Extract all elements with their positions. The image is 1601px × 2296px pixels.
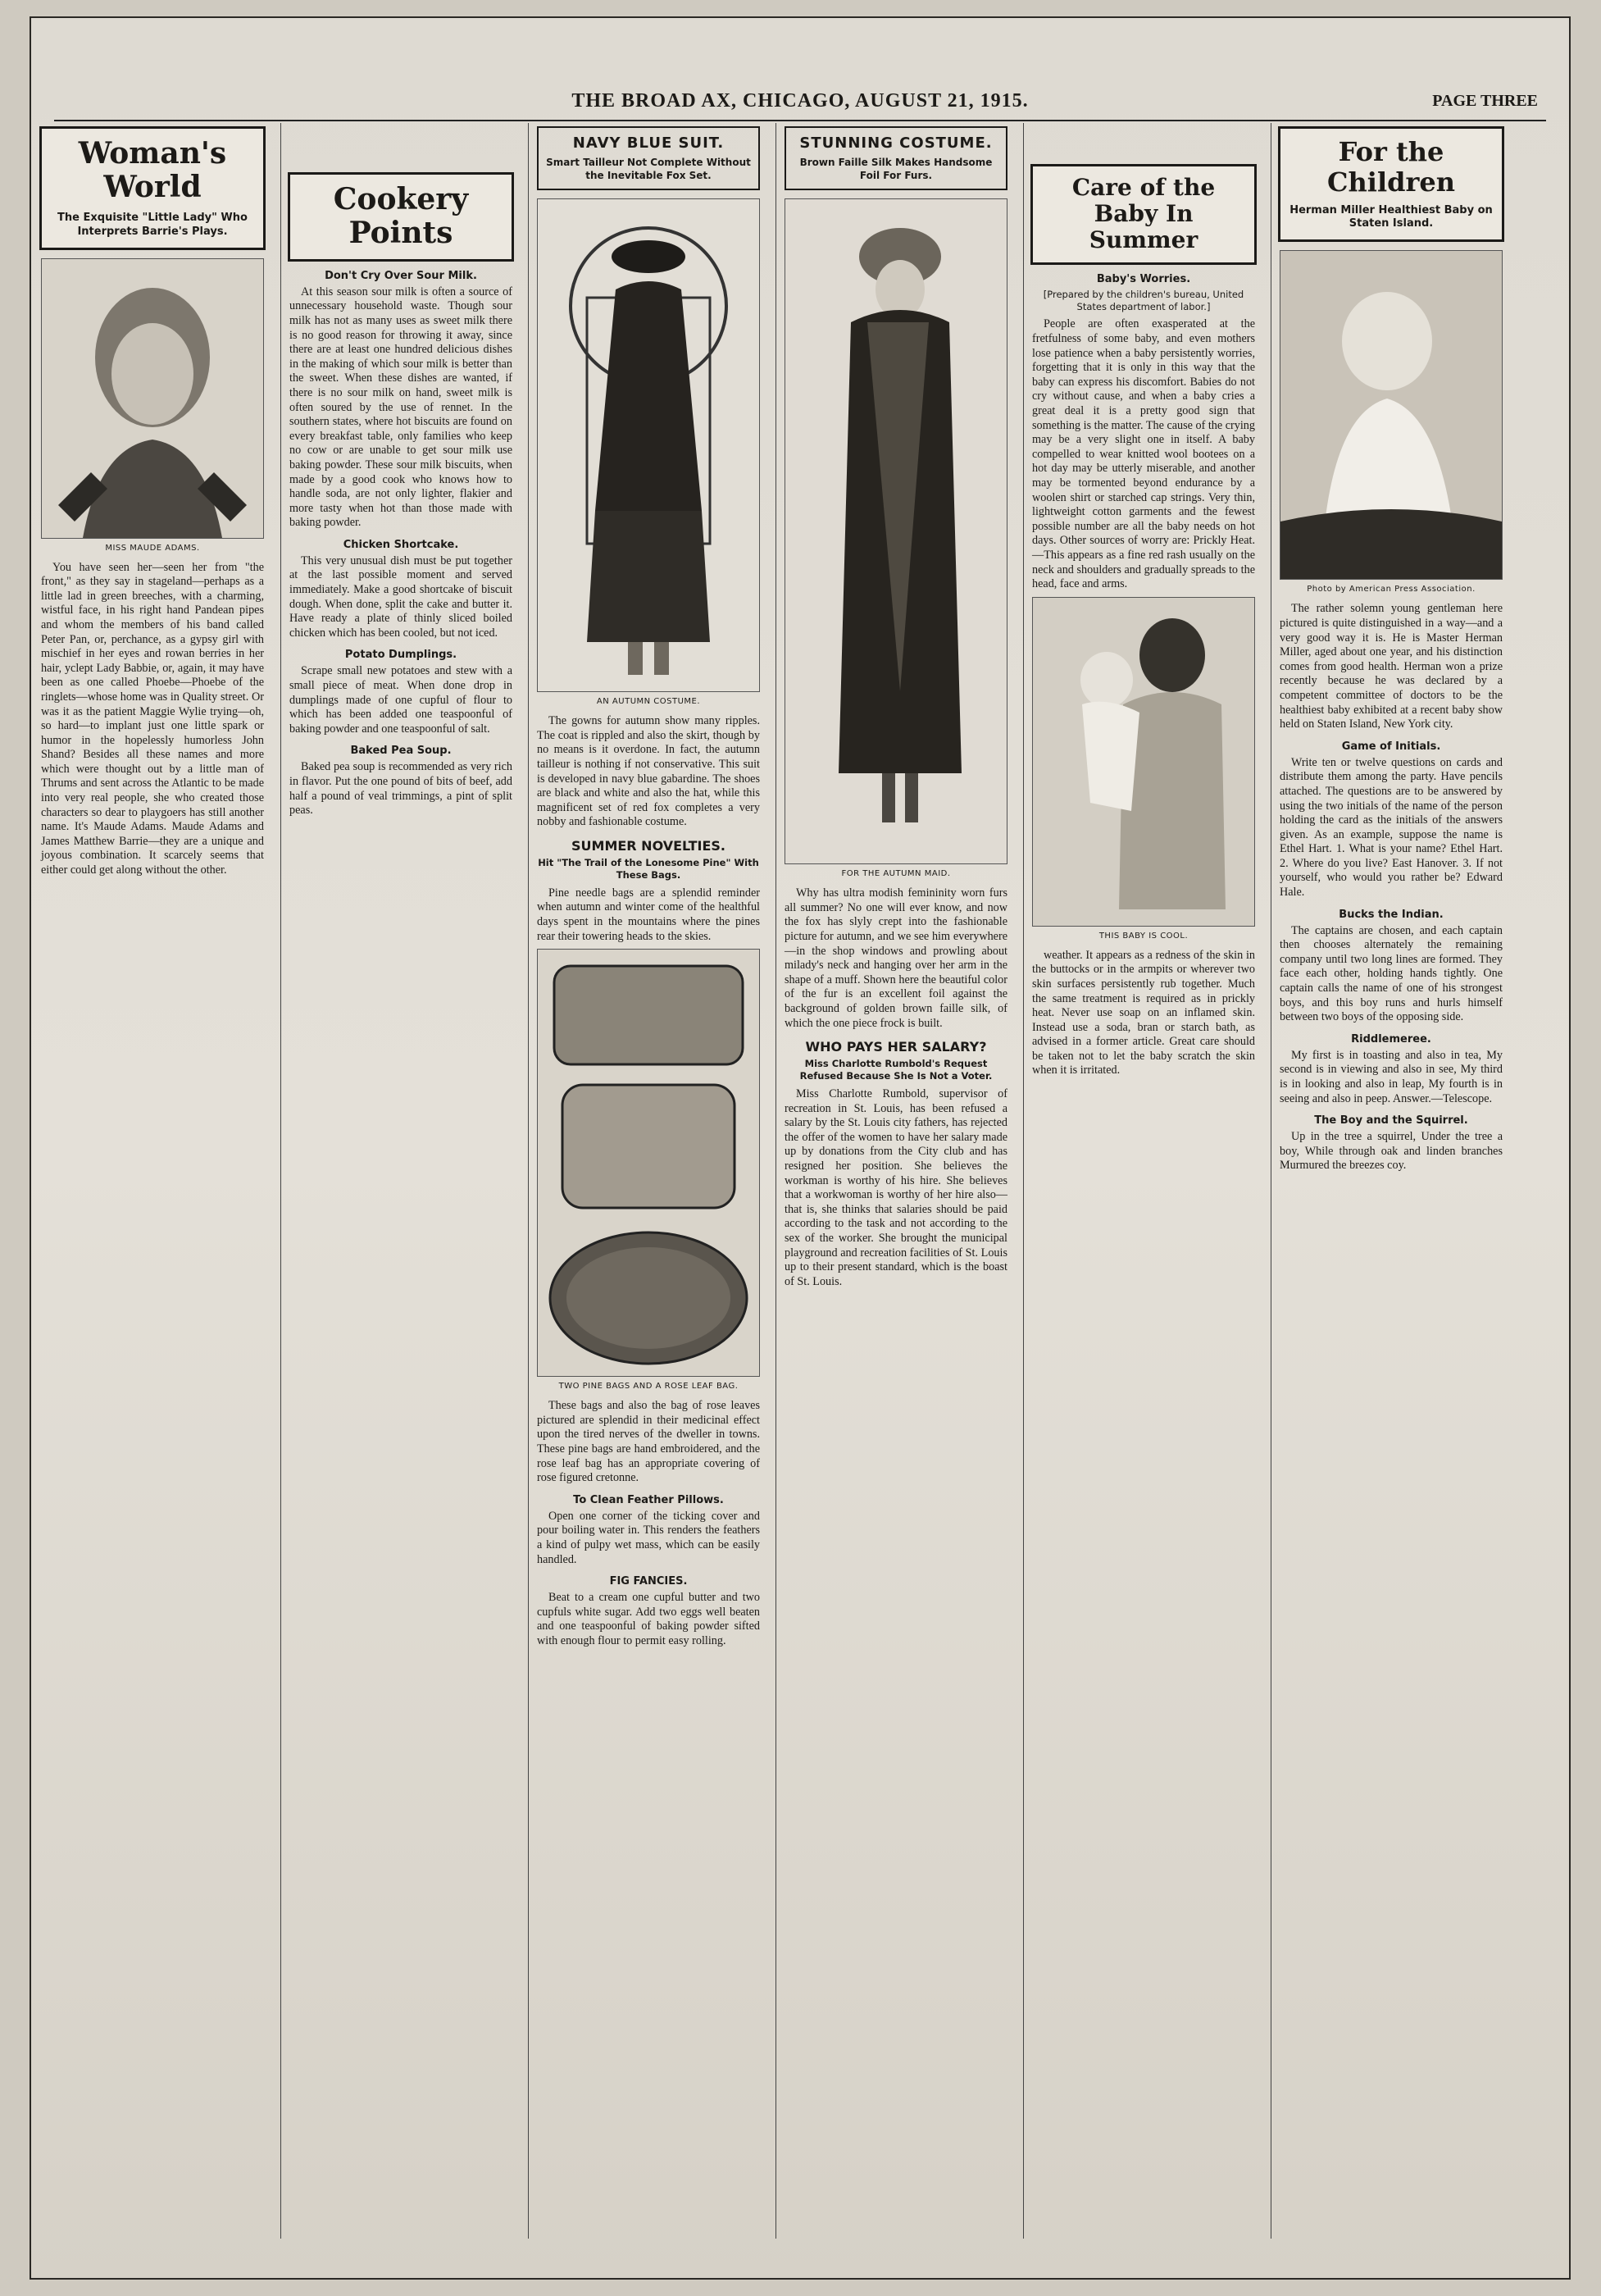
article-text: Write ten or twelve questions on cards and distribute them among the party. Have pencils attached. The questions are to be answered by using the two initials of the name of the person holding the card as the initials of the answers given. As an example, suppose the name is Ethel Hart. 1. What is your name? Ethel Hart. 2. Where do you live? East Hanover. 3. If not yourself, who would you rather be? Edward Hale. [1280, 755, 1503, 900]
article-text: The gowns for autumn show many ripples. The coat is rippled and also the skirt, though by no means is it overdone. In fact, the autumn tailleur is nothing if not conservative. This suit is developed in navy blue gabardine. The shoes are black and white and also the hat, while this magnificent set of red fox completes a very nobby and fashionable costume. [537, 714, 760, 829]
illustration-autumn-costume [537, 198, 760, 692]
article-text: This very unusual dish must be put together at the last possible moment and served immediately. Make a good shortcake of biscuit dough. When done, split the cake and butter it. Have ready a plate of thinly sliced boiled chicken which has been cooled, but not iced. [289, 554, 512, 640]
stunning-costume-heading [785, 126, 1007, 190]
subhead-potato-dumplings: Potato Dumplings. [344, 649, 457, 662]
column-care-of-baby [1023, 123, 1263, 2239]
womans-world-heading [39, 126, 266, 250]
masthead: THE BROAD AX, CHICAGO, AUGUST 21, 1915. [571, 90, 1029, 112]
article-text: The captains are chosen, and each captain then chooses alternately the remaining company until two long lines are formed. They face each other, holding hands tightly. One captain calls the name of one of his strongest boys, and this boy runs and hurls himself between two boys of the opposing side. [1280, 923, 1503, 1024]
article-text: These bags and also the bag of rose leaves pictured are splendid in their medicinal effect upon the tired nerves of the dweller in towns. These pine bags are hand embroidered, and the rose leaf bag has an appropriate covering of rose figured cretonne. [537, 1399, 760, 1485]
navy-suit-heading [537, 126, 760, 190]
article-text: Open one corner of the ticking cover and pour boiling water in. This renders the feathers a kind of pulpy wet mass, which can be easily handled. [537, 1509, 760, 1566]
article-text: People are often exasperated at the fretfulness of some baby, and even mothers lose patience when a baby persistently worries, forgetting that it is only in this way that the baby can express his discomfort. Babies do not cry without cause, and when a baby cries a great deal it is a pretty good sign that something is the matter. The cause of the crying may be a very slight one in itself. A baby compelled to wear knitted wool bootees on a hot day may be utterly miserable, and another may be tormented beyond endurance by a woolen shirt or starched cap strings. Very thin, lightweight cotton garments and the fewest possible number are all the baby needs on hot days. Other sources of worry are: Prickly Heat.—This appears as a fine red rash usually on the neck and shoulders and gradually spreads to the head, face and arms. [1032, 317, 1255, 591]
article-text: Scrape small new potatoes and stew with a small piece of meat. When done drop in dumplings made of one cupful of flour to which has been added one teaspoonful of baking powder and one teaspoonful of salt. [289, 664, 512, 736]
baby-care-title: Care of the Baby In Summer [1071, 174, 1216, 254]
subhead-riddlemeree: Riddlemeree. [1351, 1032, 1431, 1046]
subhead-chicken-shortcake: Chicken Shortcake. [343, 538, 459, 551]
children-deck: Herman Miller Healthiest Baby on Staten Island. [1289, 203, 1493, 230]
article-text: weather. It appears as a redness of the skin in the buttocks or in the armpits or wherever two skin surfaces persistently rub together. Much the same treatment is required as in prickly heat. Never use soap on an inflamed skin. Instead use a soda, bran or starch bath, as advised in a former article. Great care should be taken not to let the baby scratch the skin when it is irritated. [1032, 948, 1255, 1077]
subhead-bucks-the-indian: Bucks the Indian. [1339, 908, 1444, 921]
womans-world-article [33, 561, 272, 878]
pine-bags-caption: TWO PINE BAGS AND A ROSE LEAF BAG. [558, 1382, 739, 1392]
subhead-baked-pea-soup: Baked Pea Soup. [350, 745, 452, 758]
salary-deck: Miss Charlotte Rumbold's Request Refused Because She Is Not a Voter. [799, 1058, 993, 1082]
column-navy-blue-suit [528, 123, 768, 2239]
masthead-rule [54, 120, 1546, 121]
baby-cool-caption: THIS BABY IS COOL. [1098, 931, 1189, 941]
article-text: Pine needle bags are a splendid reminder when autumn and winter come of the healthful days spent in the mountains where the pines rear their towering heads to the skies. [537, 886, 760, 943]
subhead-game-of-initials: Game of Initials. [1341, 740, 1441, 753]
column-for-the-children [1271, 123, 1511, 2239]
column-cookery [280, 123, 521, 2239]
autumn-costume-caption: AN AUTUMN COSTUME. [596, 697, 701, 707]
subhead-who-pays-her-salary: WHO PAYS HER SALARY? [805, 1039, 987, 1055]
subhead-summer-novelties: SUMMER NOVELTIES. [571, 837, 725, 854]
illustration-autumn-maid [785, 198, 1007, 864]
portrait-maude-adams [41, 258, 264, 539]
article-text: Beat to a cream one cupful butter and two cupfuls white sugar. Add two eggs well beaten and one teaspoonful of baking powder sifted with enough flour to permit easy rolling. [537, 1591, 760, 1647]
baby-care-heading [1030, 164, 1257, 265]
article-text: Baked pea soup is recommended as very rich in flavor. Put the one pound of bits of beef, add half a pound of veal trimmings, a pint of split peas. [289, 760, 512, 818]
column-stunning-costume [775, 123, 1016, 2239]
article-text: My first is in toasting and also in tea, My second is in viewing and also in see, My third is in looking and also in leap, My fourth is in seeing and also in peep. Answer.—Telescope. [1280, 1048, 1503, 1105]
article-text: Miss Charlotte Rumbold, supervisor of recreation in St. Louis, has been refused a salary by the St. Louis city fathers, has rejected the offer of the women to have her salary made up by donations from the City club and has resigned her position. She believes the workman is worthy of his hire. She believes that a workwoman is worthy of her hire also—that is, she thinks that salaries should be paid according to the task and not according to the sex of the worker. She brought the municipal playground and recreation facilities of St. Louis up to their present standard, which is the boast of St. Louis. [785, 1087, 1007, 1288]
navy-suit-title: NAVY BLUE SUIT. [572, 134, 725, 152]
womans-world-deck: The Exquisite "Little Lady" Who Interprets Barrie's Plays. [57, 211, 248, 238]
cookery-heading [288, 172, 514, 262]
summer-novelties-deck: Hit "The Trail of the Lonesome Pine" With These Bags. [538, 856, 759, 881]
stunning-costume-title: STUNNING COSTUME. [799, 134, 993, 152]
column-womans-world [33, 123, 272, 2239]
article-text: Up in the tree a squirrel, Under the tree a boy, While through oak and linden branches Murmured the breezes coy. [1280, 1130, 1503, 1173]
page-number: PAGE THREE [1432, 92, 1538, 110]
stunning-costume-deck: Brown Faille Silk Makes Handsome Foil For Furs. [799, 157, 993, 181]
subhead-sour-milk: Don't Cry Over Sour Milk. [325, 269, 477, 282]
autumn-maid-caption: FOR THE AUTUMN MAID. [841, 869, 951, 879]
cookery-title: Cookery Points [333, 182, 469, 251]
article-text: At this season sour milk is often a source of unnecessary household waste. Though sour milk has not as many uses as sweet milk there is no good reason for throwing it away, since there are at least one hundred delicious dishes in the making of which sour milk is better than the sweet. When these dishes are wanted, if there is no sour milk on hand, sweet milk is often soured by the use of rennet. In the southern states, where hot biscuits are found on every breakfast table, only families who keep no cow or are unable to get sour milk use baking powder. These sour milk biscuits, when made by a good cook who knows how to handle soda, are not only lighter, flakier and more tasty when hot than those made with baking powder. [289, 285, 512, 530]
photo-baby-cool [1032, 597, 1255, 927]
babys-worries-deck: [Prepared by the children's bureau, United States department of labor.] [1043, 288, 1244, 312]
subhead-feather-pillows: To Clean Feather Pillows. [573, 1493, 724, 1506]
photo-credit: Photo by American Press Association. [1307, 585, 1476, 594]
subhead-babys-worries: Baby's Worries. [1096, 272, 1191, 285]
womans-world-title: Woman's World [78, 136, 227, 205]
article-text: You have seen her—seen her from "the front," as they say in stageland—perhaps as a little lad in green breeches, with a charming, wistful face, in his right hand Pandean pipes and whom the members of his band called Peter Pan, or, perchance, as a gypsy girl with mischief in her eyes and rowan berries in her hair, yclept Lady Babbie, or, again, it may have been as one called Phoebe—Phoebe of the ringlets—whose home was in Quality street. Or was it as the patient Maggie Wylie trying—oh, so hard—to implant just one little spark or humor in the hopelessly humorless John Shand? Besides all these names and more which were thought out by a little man of Thrums and sent across the Atlantic to be made into very real people, she who created those characters so dear to playgoers has still another name. It's Maude Adams. Maude Adams and James Matthew Barrie—they are a unique and joyous combination. It scarcely seems that either could get along without the other. [41, 560, 264, 877]
photo-herman-miller [1280, 250, 1503, 580]
article-text: The rather solemn young gentleman here pictured is quite distinguished in a way—and a very good way it is. He is Master Herman Miller, aged about one year, and his distinction comes from good health. Herman won a prize recently because he was declared by a competent committee of doctors to be the healthiest baby exhibited at a recent baby show held on Staten Island, New York city. [1280, 602, 1503, 731]
subhead-fig-fancies: FIG FANCIES. [609, 1575, 688, 1588]
portrait-caption: MISS MAUDE ADAMS. [105, 543, 200, 553]
subhead-boy-and-squirrel: The Boy and the Squirrel. [1314, 1114, 1468, 1128]
illustration-pine-bags [537, 949, 760, 1377]
navy-suit-deck: Smart Tailleur Not Complete Without the Inevitable Fox Set. [546, 157, 751, 181]
article-text: Why has ultra modish femininity worn furs all summer? No one will ever know, and now the fox has slyly crept into the fashionable picture for autumn, and we see him everywhere—in the shop windows and prowling about milady's neck and hanging over her arm in the shape of a muff. Shown here the beautiful color of the fur is an excellent foil against the background of golden brown faille silk, of which the one piece frock is built. [785, 886, 1007, 1030]
children-heading [1278, 126, 1504, 242]
children-title: For the Children [1327, 136, 1455, 198]
